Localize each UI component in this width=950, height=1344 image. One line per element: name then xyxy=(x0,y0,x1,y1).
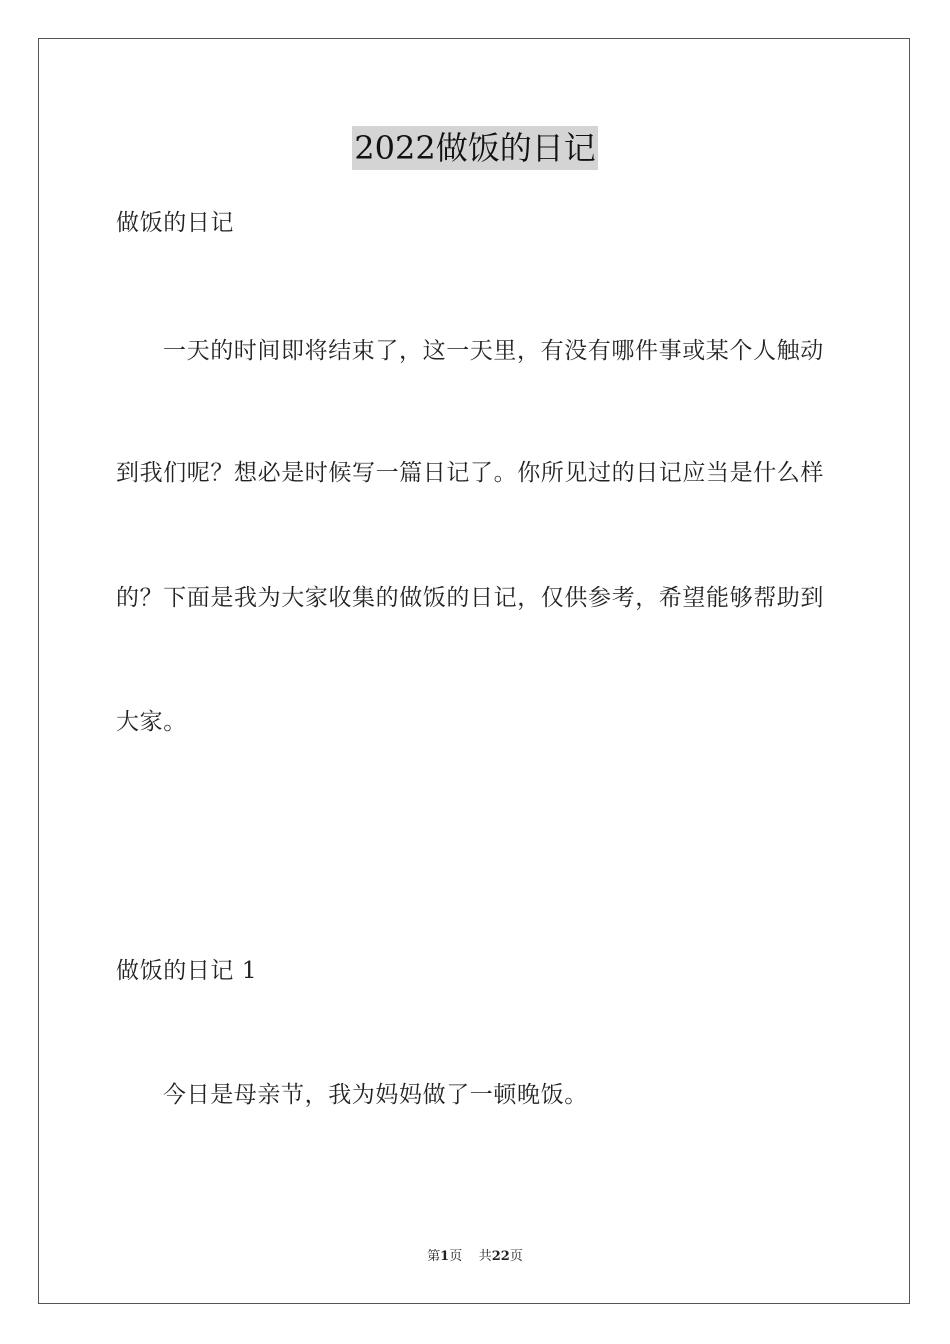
section-first-line: 今日是母亲节，我为妈妈做了一顿晚饭。 xyxy=(163,1082,588,1108)
page-footer xyxy=(0,1248,950,1266)
footer-page-number: 1 xyxy=(440,1249,450,1264)
document-title: 2022做饭的日记 xyxy=(352,126,597,170)
intro-line-1: 一天的时间即将结束了，这一天里，有没有哪件事或某个人触动 xyxy=(163,338,824,364)
footer-total-suffix: 页 xyxy=(509,1249,523,1264)
title-container xyxy=(0,126,950,170)
intro-line-4: 大家。 xyxy=(116,709,187,735)
section-heading: 做饭的日记 1 xyxy=(116,958,258,984)
footer-prefix: 第 xyxy=(427,1249,441,1264)
intro-line-2: 到我们呢？想必是时候写一篇日记了。你所见过的日记应当是什么样 xyxy=(116,460,824,486)
document-subtitle: 做饭的日记 xyxy=(116,210,234,236)
footer-total-pages: 22 xyxy=(491,1249,510,1264)
footer-page-suffix: 页 xyxy=(449,1249,463,1264)
intro-line-3: 的？下面是我为大家收集的做饭的日记，仅供参考，希望能够帮助到 xyxy=(116,585,824,611)
footer-total-prefix: 共 xyxy=(478,1249,492,1264)
